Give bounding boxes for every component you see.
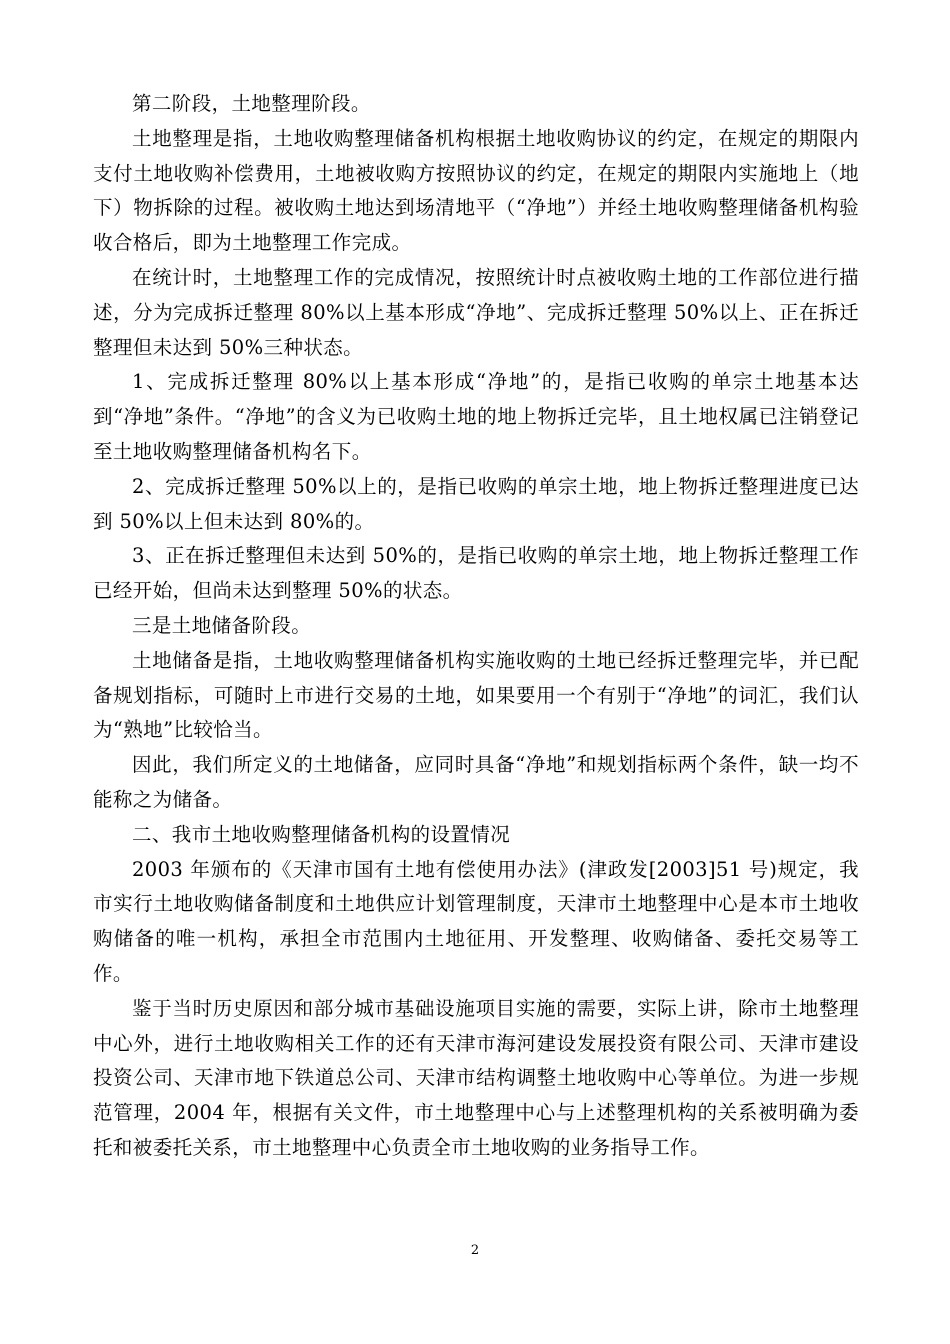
paragraph-stage-three-heading: 三是土地储备阶段。 bbox=[132, 613, 312, 637]
section-heading-institutions: 二、我市土地收购整理储备机构的设置情况 bbox=[132, 822, 511, 846]
paragraph-land-consolidation-definition: 土地整理是指，土地收购整理储备机构根据土地收购协议的约定，在规定的期限内支付土地收购补偿费用，土地被收购方按照协议的约定，在规定的期限内实施地上（地下）物拆除的过程。被收购土地达到场清地平（“净地”）并经土地收购整理储备机构验收合格后，即为土地整理工作完成。 bbox=[93, 126, 859, 255]
page-number: 2 bbox=[470, 1243, 480, 1258]
paragraph-statistics-description: 在统计时，土地整理工作的完成情况，按照统计时点被收购土地的工作部位进行描述，分为完成拆迁整理 80%以上基本形成“净地”、完成拆迁整理 50%以上、正在拆迁整理但未达到 50%三种状态。 bbox=[93, 265, 859, 359]
paragraph-2003-regulation: 2003 年颁布的《天津市国有土地有偿使用办法》(津政发[2003]51 号)规定，我市实行土地收购储备制度和土地供应计划管理制度，天津市土地整理中心是本市土地收购储备的唯一机构，承担全市范围内土地征用、开发整理、收购储备、委托交易等工作。 bbox=[93, 857, 859, 985]
paragraph-item-1: 1、完成拆迁整理 80%以上基本形成“净地”的，是指已收购的单宗土地基本达到“净地”条件。“净地”的含义为已收购土地的地上物拆迁完毕，且土地权属已注销登记至土地收购整理储备机构名下。 bbox=[93, 370, 859, 463]
paragraph-item-2: 2、完成拆迁整理 50%以上的，是指已收购的单宗土地，地上物拆迁整理进度已达到 50%以上但未达到 80%的。 bbox=[93, 474, 859, 533]
paragraph-stage-two-heading: 第二阶段，土地整理阶段。 bbox=[132, 92, 371, 115]
paragraph-land-reserve-conditions: 因此，我们所定义的土地储备，应同时具备“净地”和规划指标两个条件，缺一均不能称之为储备。 bbox=[93, 753, 859, 811]
document-body bbox=[93, 87, 859, 1166]
paragraph-historical-reasons: 鉴于当时历史原因和部分城市基础设施项目实施的需要，实际上讲，除市土地整理中心外，进行土地收购相关工作的还有天津市海河建设发展投资有限公司、天津市建设投资公司、天津市地下铁道总公司、天津市结构调整土地收购中心等单位。为进一步规范管理，2004 年，根据有关文件，市土地整理中心与上述整理机构的关系被明确为委托和被委托关系，市土地整理中心负责全市土地收购的业务指导工作。 bbox=[93, 996, 859, 1159]
paragraph-land-reserve-definition: 土地储备是指，土地收购整理储备机构实施收购的土地已经拆迁整理完毕，并已配备规划指标，可随时上市进行交易的土地，如果要用一个有别于“净地”的词汇，我们认为“熟地”比较恰当。 bbox=[93, 648, 859, 742]
paragraph-item-3: 3、正在拆迁整理但未达到 50%的，是指已收购的单宗土地，地上物拆迁整理工作已经开始，但尚未达到整理 50%的状态。 bbox=[93, 544, 859, 603]
